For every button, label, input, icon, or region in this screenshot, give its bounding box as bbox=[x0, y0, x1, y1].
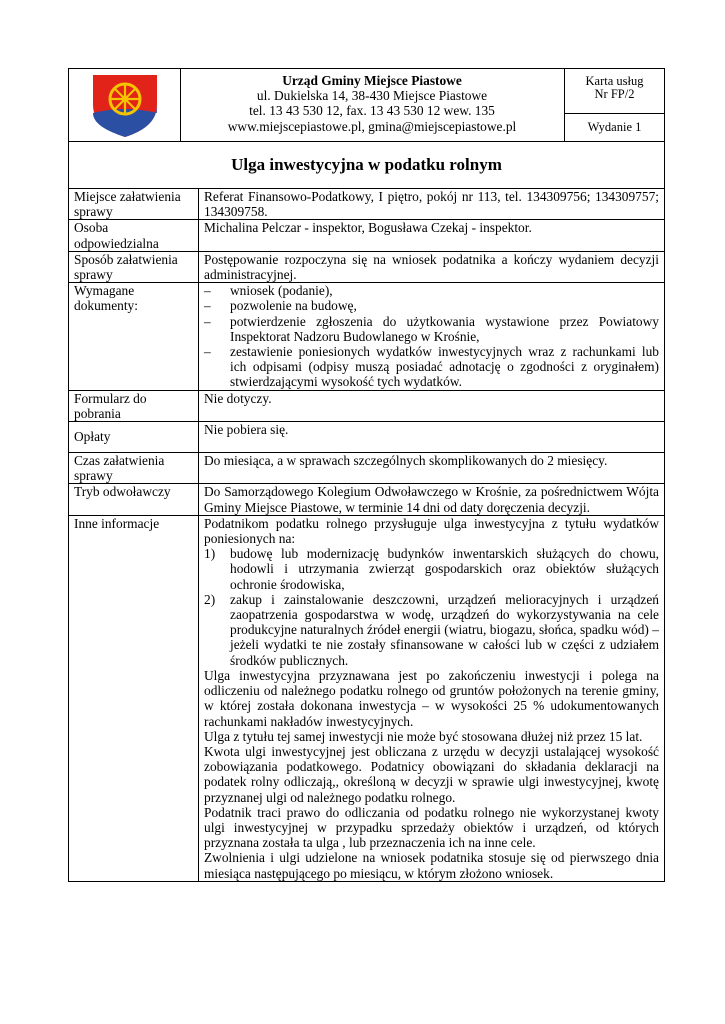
row-label: Osoba odpowiedzialna bbox=[69, 220, 199, 251]
list-number: 2) bbox=[204, 591, 216, 607]
row-value: Referat Finansowo-Podatkowy, I piętro, pokój nr 113, tel. 134309756; 134309757; 134309758. bbox=[199, 189, 665, 220]
office-info bbox=[180, 69, 565, 141]
coat-of-arms-icon bbox=[69, 69, 180, 141]
document-title: Ulga inwestycyjna w podatku rolnym bbox=[68, 141, 665, 189]
row-method bbox=[69, 251, 665, 282]
row-label: Wymagane dokumenty: bbox=[69, 283, 199, 390]
office-web-email: www.miejscepiastowe.pl, gmina@miejscepiastowe.pl bbox=[227, 118, 517, 134]
row-time bbox=[69, 453, 665, 484]
row-label: Opłaty bbox=[69, 422, 199, 453]
other-paragraph: Ulga z tytułu tej samej inwestycji nie może być stosowana dłużej niż przez 15 lat. bbox=[204, 728, 643, 744]
row-value: Do Samorządowego Kolegium Odwoławczego w Krośnie, za pośrednictwem Wójta Gminy Miejsce Piastowe, w terminie 14 dni od daty doręczenia decyzji. bbox=[199, 484, 665, 515]
expenses-list bbox=[204, 546, 659, 668]
list-item: – potwierdzenie zgłoszenia do użytkowania wystawione przez Powiatowy Inspektorat Nadzoru Budowlanego w Krośnie, bbox=[204, 314, 659, 344]
row-label: Czas załatwienia sprawy bbox=[69, 453, 199, 484]
row-value: Nie pobiera się. bbox=[199, 422, 665, 453]
office-name: Urząd Gminy Miejsce Piastowe bbox=[282, 73, 462, 88]
list-item: – zestawienie poniesionych wydatków inwestycyjnych wraz z rachunkami lub ich odpisami (odpisy muszą posiadać adnotację o zgodności z oryginałem) stwierdzającymi wysokość tych wydatków. bbox=[204, 344, 659, 390]
row-label: Miejsce załatwienia sprawy bbox=[69, 189, 199, 220]
row-person bbox=[69, 220, 665, 251]
card-header bbox=[68, 68, 665, 142]
row-value: Michalina Pelczar - inspektor, Bogusława Czekaj - inspektor. bbox=[199, 220, 665, 251]
row-label: Formularz do pobrania bbox=[69, 390, 199, 421]
row-place bbox=[69, 189, 665, 220]
row-label: Sposób załatwienia sprawy bbox=[69, 251, 199, 282]
row-value bbox=[199, 283, 665, 390]
row-value bbox=[199, 515, 665, 881]
info-table bbox=[68, 188, 665, 882]
list-text: zakup i zainstalowanie deszczowni, urządzeń melioracyjnych i urządzeń zaopatrzenia gospodarstwa w wodę, urządzeń do wykorzystywania na cele produkcyjne naturalnych źródeł energii (wiatru, biogazu, słońca, spadku wód) – jeżeli wydatki te nie zostały sfinansowane w całości lub w części z udziałem środków publicznych. bbox=[230, 591, 659, 668]
row-appeal bbox=[69, 484, 665, 515]
row-fees bbox=[69, 422, 665, 453]
card-label: Karta usług bbox=[585, 74, 644, 88]
edition: Wydanie 1 bbox=[587, 120, 642, 134]
other-intro: Podatnikom podatku rolnego przysługuje ulga inwestycyjna z tytułu wydatków poniesionych na: bbox=[204, 515, 659, 547]
office-phones: tel. 13 43 530 12, fax. 13 43 530 12 wew. 135 bbox=[249, 103, 495, 119]
row-other bbox=[69, 515, 665, 881]
list-number: 1) bbox=[204, 546, 216, 562]
other-paragraph: Zwolnienia i ulgi udzielone na wniosek podatnika stosuje się od pierwszego dnia miesiąca następującego po miesiącu, w którym złożono wniosek. bbox=[204, 850, 659, 881]
list-item: – wniosek (podanie), bbox=[204, 283, 659, 298]
row-form bbox=[69, 390, 665, 421]
other-paragraph: Ulga inwestycyjna przyznawana jest po zakończeniu inwestycji i polega na odliczeniu od należnego podatku rolnego od gruntów położonych na terenie gminy, w której została dokonana inwestycja – w wysokości 25 % udokumentowanych rachunkami nakładów inwestycyjnych. bbox=[204, 667, 659, 729]
documents-list bbox=[204, 283, 659, 389]
row-value: Do miesiąca, a w sprawach szczególnych skomplikowanych do 2 miesięcy. bbox=[199, 453, 665, 484]
office-address: ul. Dukielska 14, 38-430 Miejsce Piastowe bbox=[256, 88, 488, 104]
row-label: Tryb odwoławczy bbox=[69, 484, 199, 515]
row-value: Nie dotyczy. bbox=[199, 390, 665, 421]
row-documents bbox=[69, 283, 665, 390]
list-item bbox=[204, 592, 659, 668]
card-number: Nr FP/2 bbox=[594, 87, 635, 101]
list-item: – pozwolenie na budowę, bbox=[204, 298, 659, 313]
card-meta bbox=[565, 69, 664, 141]
other-paragraph: Podatnik traci prawo do odliczania od podatku rolnego nie wykorzystanej kwoty ulgi inwestycyjnej w przypadku sprzedaży obiektów i urządzeń, od których przyznana została ta ulga , lub przeznaczenia ich na inne cele. bbox=[204, 804, 659, 851]
list-text: budowę lub modernizację budynków inwentarskich służących do chowu, hodowli i utrzymania zwierząt gospodarskich oraz obiektów służących ochronie środowiska, bbox=[230, 546, 659, 592]
other-paragraph: Kwota ulgi inwestycyjnej jest obliczana z urzędu w decyzji ustalającej wysokość zobowiązania podatkowego. Podatnicy obowiązani do składania deklaracji na podatek rolny odliczają,, określoną w decyzji w sprawie ulgi inwestycyjnej, kwotę przyznanej ulgi od należnego podatku rolnego. bbox=[204, 743, 659, 805]
list-item bbox=[204, 546, 659, 592]
card-number-cell bbox=[565, 69, 664, 114]
logo-cell bbox=[69, 69, 181, 141]
row-value: Postępowanie rozpoczyna się na wniosek podatnika a kończy wydaniem decyzji administracyjnej. bbox=[199, 251, 665, 282]
row-label: Inne informacje bbox=[69, 515, 199, 881]
